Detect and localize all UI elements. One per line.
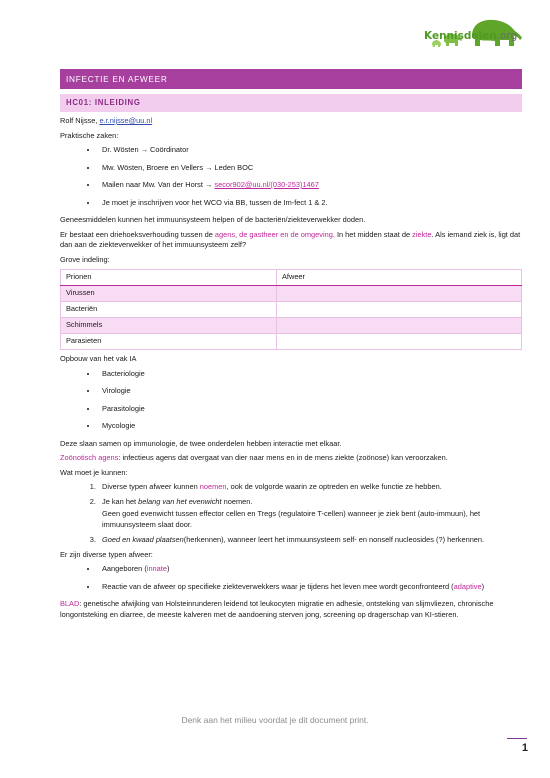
author-line (60, 116, 522, 127)
arrow-icon: → (205, 162, 213, 172)
list-item: • Dr. Wösten → Coördinator (98, 145, 522, 156)
paragraph-triangle: Er bestaat een driehoeksverhouding tussen de agens, de gastheer en de omgeving. In het midden staat de ziekte. Als iemand ziek is, ligt dat dan aan de ziekteverwekker of het immuunsysteem zelf? (60, 229, 521, 249)
list-item: • Parasitologie (98, 404, 522, 415)
table-header-cell: Prionen (61, 270, 277, 286)
list-item: • Mailen naar Mw. Van der Horst → secor902@uu.nl/(030-253)1467 (98, 180, 522, 191)
list-item: 2. Je kan het belang van het evenwicht noemen. Geen goed evenwicht tussen effector cellen en Tregs (regulatoire T-cellen) wanneer je ziek bent (auto-immuun), het immuunsysteem slaat door. (98, 497, 522, 531)
list-item: • Mycologie (98, 421, 522, 432)
page-number: 1 (521, 742, 528, 754)
italic-term: belang van het evenwicht (138, 496, 222, 506)
author-name: Rolf Nijsse, (60, 116, 100, 125)
table-cell: Schimmels (61, 318, 277, 334)
list-item: • Bacteriologie (98, 369, 522, 380)
paragraph-samen: Deze slaan samen op immunologie, de twee onderdelen hebben interactie met elkaar. (60, 438, 342, 448)
arrow-icon: → (140, 145, 148, 154)
skills-list (60, 482, 522, 546)
list-item: 3. Goed en kwaad plaatsen(herkennen), wanneer leert het immuunsysteem self- en nonself nucleosides (?) herkennen. (98, 535, 522, 546)
arrow-icon: → (204, 180, 213, 189)
table-cell (277, 302, 522, 318)
highlight-term: adaptive (453, 581, 482, 591)
practical-list (60, 145, 522, 208)
grove-label: Grove indeling: (60, 254, 110, 264)
opbouw-label: Opbouw van het vak IA (60, 354, 137, 363)
table-row (61, 286, 522, 302)
types-list (60, 564, 522, 592)
course-title: INFECTIE EN AFWEER (60, 69, 522, 89)
paragraph-blad: BLAD: genetische afwijking van Holsteinrunderen leidend tot leukocyten migratie en adhesie, ontsteking van slijmvliezen, chronische longontsteking en diarree, de meeste kalveren met de aandoening sterven jong, screening op dragerschap van KI-stieren. (60, 599, 494, 619)
page-number-rule (507, 738, 527, 739)
types-label: Er zijn diverse typen afweer: (60, 549, 153, 559)
classification-table (60, 269, 522, 350)
wat-label: Wat moet je kunnen: (60, 467, 128, 477)
highlight-term: agens, de gastheer en de omgeving (214, 229, 333, 239)
practical-label: Praktische zaken: (60, 130, 119, 140)
list-item: • Virologie (98, 386, 522, 397)
table-cell (277, 286, 522, 302)
paragraph-zoonose: Zoönotisch agens: infectieus agens dat overgaat van dier naar mens en in de mens ziekte (zoönose) kan veroorzaken. (60, 453, 448, 462)
highlight-term: noemen (199, 482, 227, 491)
table-cell (277, 334, 522, 350)
table-header-cell: Afweer (277, 270, 522, 286)
table-row (61, 318, 522, 334)
table-cell: Bacteriën (61, 302, 277, 318)
list-item: • Reactie van de afweer op specifieke ziekteverwekkers waar je tijdens het leven mee wordt geconfronteerd (adaptive) (98, 582, 522, 593)
section-title: HC01: INLEIDING (60, 94, 522, 112)
opbouw-list (60, 369, 522, 432)
highlight-term: innate (146, 564, 167, 573)
paragraph-medicines: Geneesmiddelen kunnen het immuunsysteem helpen of de bacteriën/ziekteverwekker doden. (60, 215, 366, 224)
kennisdelen-logo (414, 14, 526, 54)
table-row (61, 334, 522, 350)
list-item: • Je moet je inschrijven voor het WCO via BB, tussen de Im-fect 1 & 2. (98, 198, 522, 209)
highlight-term: ziekte (412, 229, 432, 239)
table-header-row (61, 270, 522, 286)
logo-tld: .org (496, 30, 518, 42)
sub-paragraph: Geen goed evenwicht tussen effector cellen en Tregs (regulatoire T-cellen) wanneer je ziek bent (auto-immuun), het immuunsysteem slaat door. (102, 509, 481, 529)
table-row (61, 302, 522, 318)
list-item: • Mw. Wösten, Broere en Vellers → Leden BOC (98, 163, 522, 174)
table-cell: Virussen (61, 286, 277, 302)
document-body (60, 116, 522, 624)
table-cell (277, 318, 522, 334)
list-item: 1. Diverse typen afweer kunnen noemen, ook de volgorde waarin ze optreden en welke functie ze hebben. (98, 482, 522, 493)
logo-brand: Kennisdelen (424, 30, 497, 42)
print-notice: Denk aan het milieu voordat je dit document print. (181, 715, 369, 725)
author-email-link[interactable]: e.r.nijsse@uu.nl (99, 116, 153, 125)
table-cell: Parasieten (61, 334, 277, 350)
highlight-term: Zoönotisch agens (60, 453, 119, 462)
list-item: • Aangeboren (innate) (98, 564, 522, 575)
highlight-term: BLAD (60, 599, 80, 608)
contact-link[interactable]: secor902@uu.nl/(030-253)1467 (214, 180, 319, 189)
italic-term: Goed en kwaad plaatsen (102, 535, 184, 544)
